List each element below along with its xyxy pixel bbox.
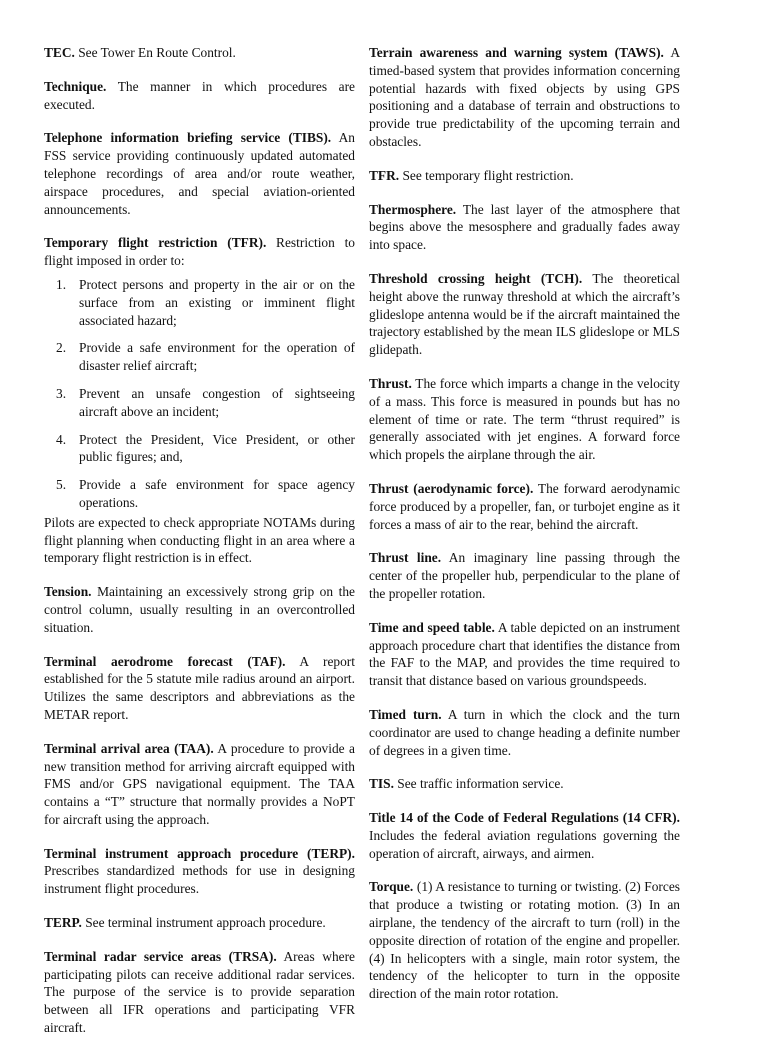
entry-definition: The theoretical height above the runway threshold at which the aircraft’s glideslope antenna would be if the aircraft maintained the trajectory established by the mean ILS glideslope or MLS glidepath. — [369, 270, 680, 358]
entry-term: Terminal instrument approach procedure (TERP). — [44, 845, 355, 861]
entry-definition: A turn in which the clock and the turn coordinator are used to change heading a definite number of degrees in a given time. — [369, 706, 680, 758]
glossary-entry-tfr — [44, 234, 355, 567]
entry-term: Threshold crossing height (TCH). — [369, 270, 583, 286]
entry-term: Terrain awareness and warning system (TAWS). — [369, 45, 664, 60]
glossary-entry — [369, 167, 680, 185]
entry-term: Technique. — [44, 78, 107, 94]
list-number: 4. — [56, 431, 67, 447]
entry-definition: See traffic information service. — [393, 776, 564, 792]
glossary-entry — [369, 201, 680, 254]
entry-term: TIS. — [369, 776, 394, 792]
entry-definition: A timed-based system that provides information concerning potential hazards with fixed objects by using GPS positioning and a database of terrain and obstructions to provide true predictability of the upcoming terrain and obstacles. — [369, 45, 680, 149]
entry-definition: Areas where participating pilots can receive additional radar services. The purpose of the service is to provide separation between all IFR operations and participating VFR aircraft. — [44, 948, 355, 1036]
entry-term: TFR. — [369, 167, 400, 183]
entry-term: Temporary flight restriction (TFR). — [44, 235, 267, 251]
glossary-entry — [369, 480, 680, 533]
list-text: Provide a safe environment for space agency operations. — [79, 477, 355, 510]
glossary-entry — [369, 619, 680, 690]
entry-term: Thrust line. — [369, 550, 442, 566]
glossary-entry — [44, 914, 355, 932]
glossary-entry — [44, 583, 355, 636]
glossary-entry — [44, 653, 355, 724]
glossary-entry — [44, 44, 355, 62]
list-item — [44, 339, 355, 375]
entry-term: Thermosphere. — [369, 201, 457, 217]
entry-definition: A table depicted on an instrument approach procedure chart that identifies the distance from the FAF to the MAP, and provides the time required to transit that distance based on various groundspeeds. — [369, 619, 680, 689]
glossary-entry — [44, 78, 355, 114]
list-number: 5. — [56, 477, 67, 493]
glossary-entry — [369, 706, 680, 759]
list-text: Provide a safe environment for the operation of disaster relief aircraft; — [79, 340, 355, 374]
glossary-entry — [369, 375, 680, 464]
entry-term: Timed turn. — [369, 706, 442, 722]
tfr-list — [44, 276, 355, 512]
glossary-entry — [369, 775, 680, 793]
glossary-entry — [369, 44, 680, 151]
entry-definition: See terminal instrument approach procedure. — [81, 915, 326, 931]
entry-term: Telephone information briefing service (TIBS). — [44, 130, 332, 146]
entry-term: Time and speed table. — [369, 619, 495, 635]
entry-definition: An imaginary line passing through the center of the propeller hub, perpendicular to the plane of the propeller rotation. — [369, 550, 680, 601]
list-number: 3. — [56, 385, 67, 401]
entry-definition: Prescribes standardized methods for use in designing instrument flight procedures. — [44, 863, 355, 897]
entry-definition: A procedure to provide a new transition method for arriving aircraft equipped with FMS and/or GPS navigational equipment. The TAA contains a “T” structure that normally provides a NoPT for aircraft using the approach. — [44, 740, 355, 827]
entry-definition: Maintaining an excessively strong grip on the control column, usually resulting in an overcontrolled situation. — [44, 584, 355, 635]
glossary-entry — [44, 845, 355, 898]
entry-definition: A report established for the 5 statute mile radius around an airport. Utilizes the same descriptors and abbreviations as the METAR report. — [44, 653, 355, 722]
list-text: Prevent an unsafe congestion of sightseeing aircraft above an incident; — [79, 385, 355, 419]
entry-definition: See Tower En Route Control. — [74, 45, 236, 60]
entry-term: Thrust. — [369, 375, 412, 391]
glossary-entry — [44, 129, 355, 218]
glossary-entry — [369, 878, 680, 1003]
entry-term: Terminal aerodrome forecast (TAF). — [44, 653, 286, 669]
left-column — [44, 44, 355, 1053]
list-item — [44, 476, 355, 512]
list-number: 1. — [56, 276, 67, 292]
entry-definition: The manner in which procedures are executed. — [44, 78, 355, 112]
entry-definition: Includes the federal aviation regulations governing the operation of aircraft, airways, and airmen. — [369, 827, 680, 861]
tfr-heading — [44, 234, 355, 270]
list-item — [44, 276, 355, 329]
list-text: Protect the President, Vice President, or other public figures; and, — [79, 431, 355, 465]
list-number: 2. — [56, 340, 67, 356]
glossary-entry — [369, 809, 680, 862]
glossary-entry — [369, 270, 680, 359]
entry-term: Title 14 of the Code of Federal Regulations (14 CFR). — [369, 810, 680, 826]
tfr-note: Pilots are expected to check appropriate NOTAMs during flight planning when conducting flight in an area where a temporary flight restriction is in effect. — [44, 514, 355, 566]
entry-term: Torque. — [369, 879, 414, 895]
entry-term: TEC. — [44, 45, 75, 60]
list-text: Protect persons and property in the air or on the surface from an existing or imminent flight associated hazard; — [79, 276, 355, 328]
list-item — [44, 431, 355, 467]
entry-term: Thrust (aerodynamic force). — [369, 480, 534, 496]
list-item — [44, 385, 355, 421]
entry-term: TERP. — [44, 915, 82, 931]
entry-definition: The last layer of the atmosphere that begins above the mesosphere and gradually fades away into space. — [369, 201, 680, 253]
entry-term: Terminal arrival area (TAA). — [44, 740, 214, 756]
entry-definition: (1) A resistance to turning or twisting. (2) Forces that produce a twisting or rotating motion. (3) In an airplane, the tendency of the aircraft to turn (roll) in the opposite direction of rotation of the engine and propeller. (4) In helicopters with a single, main rotor system, the tendency of the helicopter to turn in the opposite direction of the main rotor rotation. — [369, 879, 680, 1002]
right-column — [369, 44, 680, 1019]
entry-definition: See temporary flight restriction. — [399, 167, 574, 183]
entry-definition: The forward aerodynamic force produced by a propeller, fan, or turbojet engine as it forces a mass of air to the rear, behind the aircraft. — [369, 480, 680, 532]
entry-definition: Restriction to flight imposed in order to: — [44, 235, 355, 269]
entry-term: Terminal radar service areas (TRSA). — [44, 948, 277, 964]
glossary-entry — [369, 549, 680, 602]
glossary-entry — [44, 740, 355, 829]
entry-definition: The force which imparts a change in the velocity of a mass. This force is measured in pounds but has no element of time or rate. The term “thrust required” is generally associated with jet engines. A forward force which propels the airplane through the air. — [369, 375, 680, 463]
entry-term: Tension. — [44, 584, 92, 600]
entry-definition: An FSS service providing continuously updated automated telephone recordings of area and/or route weather, airspace procedures, and special aviation-oriented announcements. — [44, 130, 355, 217]
